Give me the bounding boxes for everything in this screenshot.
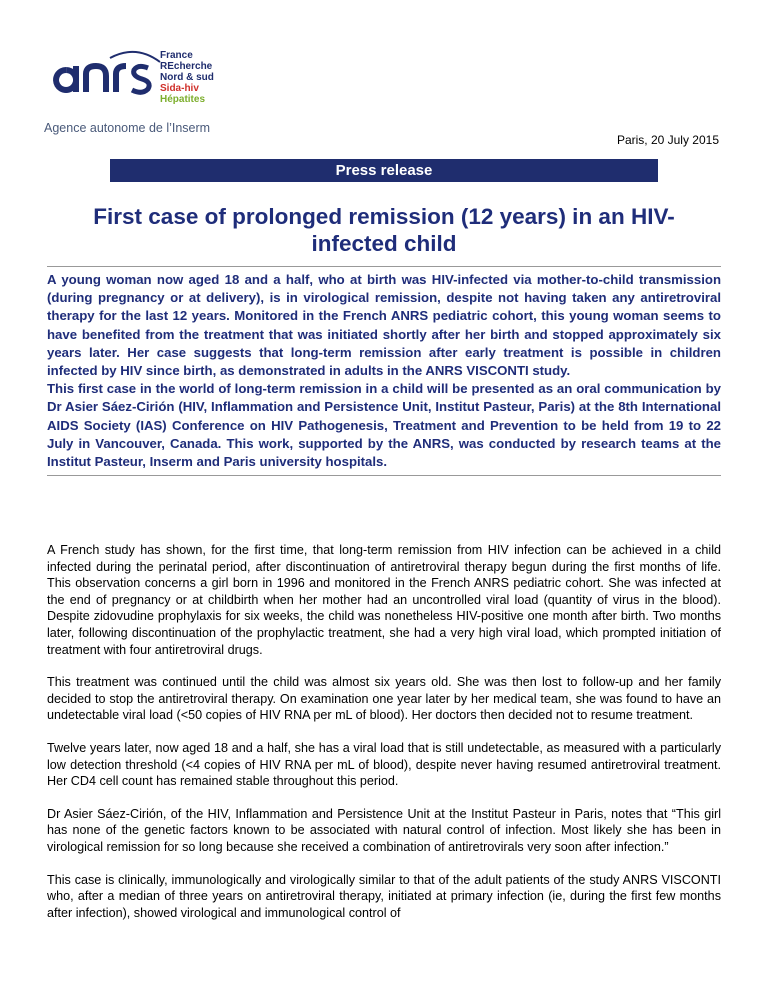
lead-paragraph: This first case in the world of long-term remission in a child will be presented as an oral communication by Dr Asier Sáez-Cirión (HIV, Inflammation and Persistence Unit, Institut Pasteur, Paris) at the 8th International AIDS Society (IAS) Conference on HIV Pathogenesis, Treatment and Prevention to be held from 19 to 22 July in Vancouver, Canada. This work, supported by the ANRS, was conducted by research teams at the Institut Pasteur, Inserm and Paris university hospitals. [47,381,721,470]
lead-paragraph: A young woman now aged 18 and a half, who at birth was HIV-infected via mother-to-child transmission (during pregnancy or at delivery), is in virological remission, despite not having taken any antiretroviral therapy for the last 12 years. Monitored in the French ANRS pediatric cohort, this young woman seems to have benefited from the treatment that was initiated shortly after her birth and stopped approximately six years later. Her case suggests that long-term remission after early treatment is possible in children infected by HIV since birth, as demonstrated in adults in the ANRS VISCONTI study. [47,272,721,379]
press-release-banner: Press release [110,159,658,182]
logo-line-recherche: REcherche [160,61,213,72]
dateline: Paris, 20 July 2015 [616,133,719,147]
body-paragraph: This case is clinically, immunologically and virologically similar to that of the adult patients of the study ANRS VISCONTI who, after a median of three years on antiretroviral therapy, initiated at primary infection (ie, during the first few months after infection), showed virological and immunological control of [47,872,721,920]
page-title: First case of prolonged remission (12 years) in an HIV-infected child [93,204,675,256]
article-body [47,542,721,937]
logo-line-nord-sud: Nord & sud [160,72,214,83]
body-paragraph: A French study has shown, for the first time, that long-term remission from HIV infection can be achieved in a child infected during the perinatal period, after discontinuation of antiretroviral therapy begun during the first months of life. This observation concerns a girl born in 1996 and monitored in the French ANRS pediatric cohort. She was infected at the end of pregnancy or at childbirth when her mother had an uncontrolled viral load (quantity of virus in the blood). Despite zidovudine prophylaxis for six weeks, the child was nonetheless HIV-positive one month after birth. Two months later, following discontinuation of the prophylactic treatment, she had a very high viral load, which prompted initiation of treatment with four antiretroviral drugs. [47,543,721,657]
body-paragraph: Twelve years later, now aged 18 and a half, she has a viral load that is still undetectable, as measured with a particularly low detection threshold (<4 copies of HIV RNA per mL of blood), despite never having resumed antiretroviral treatment. Her CD4 cell count has remained stable throughout this period. [47,740,721,789]
anrs-logo-mark [44,48,164,108]
logo-line-sida-hiv: Sida-hiv [160,83,199,94]
anrs-logo [44,30,284,140]
logo-line-hepatites: Hépatites [160,94,206,105]
lead-summary [47,266,721,476]
body-paragraph: This treatment was continued until the child was almost six years old. She was then lost to follow-up and her family decided to stop the antiretroviral therapy. On examination one year later by her medical team, she was found to have an undetectable viral load (<50 copies of HIV RNA per mL of blood). Her doctors then decided not to resume treatment. [47,675,721,723]
body-paragraph: Dr Asier Sáez-Cirión, of the HIV, Inflammation and Persistence Unit at the Institut Pasteur in Paris, notes that “This girl has none of the genetic factors known to be associated with natural control of infection. Most likely she has been in virological remission for so long because she received a combination of antiretrovirals very soon after infection.” [47,806,721,854]
logo-line-france: France [160,50,193,61]
logo-tagline: Agence autonome de l’Inserm [44,121,211,135]
